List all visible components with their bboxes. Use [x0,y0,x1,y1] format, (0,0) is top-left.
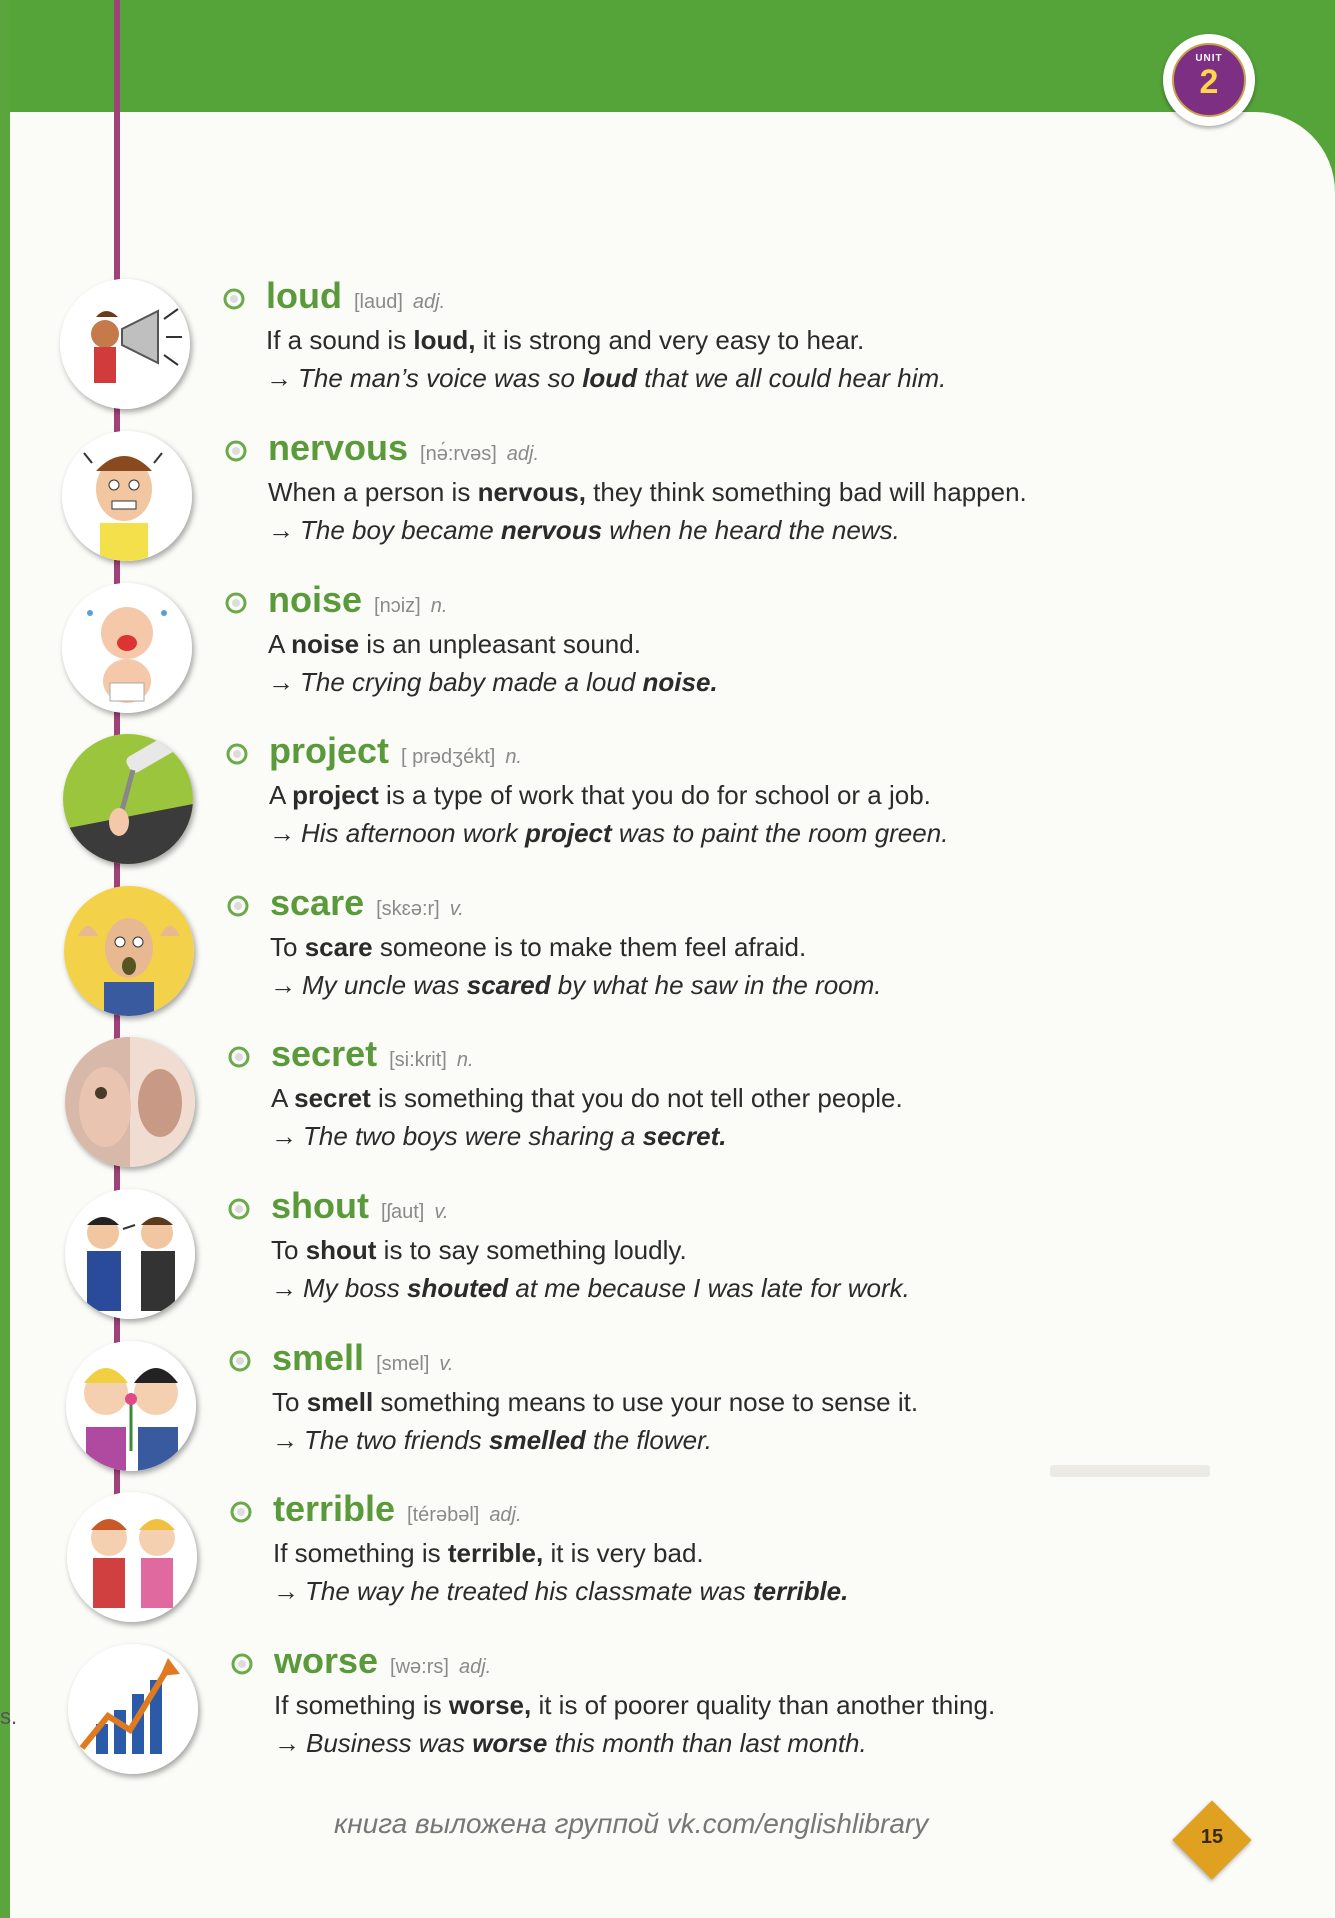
definition-text: is an unpleasant sound. [359,629,641,659]
example-sentence [268,515,900,546]
definition [266,325,864,356]
example-keyword: scared [466,970,551,1000]
definition-keyword: loud, [413,325,476,355]
definition-text: To [272,1387,307,1417]
page-number: 15 [1200,1826,1224,1848]
definition-keyword: noise [291,629,360,659]
audio-bullet-icon[interactable] [224,591,248,615]
definition-keyword: secret [294,1083,371,1113]
vocab-entry-nervous [62,427,1162,577]
vocab-entry-shout [65,1185,1165,1335]
headword: scare [270,882,365,923]
example-text: His afternoon work [301,818,525,848]
example-text: the flower. [585,1425,713,1455]
definition-text: they think something bad will happen. [585,477,1027,507]
audio-bullet-icon[interactable] [227,1197,251,1221]
definition-keyword: worse, [448,1690,532,1720]
example-keyword: nervous [500,515,603,545]
definition-text: is a type of work that you do for school or a job. [378,780,931,810]
arrow-icon: → [266,363,292,393]
headword: worse [274,1640,379,1681]
headword: loud [266,275,342,316]
definition-text: When a person is [268,477,478,507]
megaphone-icon [60,279,190,409]
example-sentence [270,970,882,1001]
definition-text: it is strong and very easy to hear. [475,325,865,355]
pronunciation: [si:krit] [389,1049,447,1071]
audio-bullet-icon[interactable] [227,1045,251,1069]
falling-chart-icon [68,1644,198,1774]
headword: smell [272,1337,365,1378]
definition [272,1387,918,1418]
audio-bullet-icon[interactable] [230,1652,254,1676]
arrow-icon: → [274,1728,300,1758]
paint-roller-icon [63,734,193,864]
example-keyword: secret. [642,1121,727,1151]
example-text: The two friends [304,1425,489,1455]
example-text: by what he saw in the room. [550,970,882,1000]
example-text: The crying baby made a loud [300,667,643,697]
headword-line [266,275,445,317]
pronunciation: [nə́:rvəs] [420,443,497,465]
example-text: My uncle was [302,970,467,1000]
part-of-speech: v. [449,898,464,920]
pronunciation: [nɔiz] [374,595,421,617]
example-keyword: smelled [488,1425,586,1455]
smelling-flower-icon [66,1341,196,1471]
part-of-speech: adj. [506,443,539,465]
left-edge-band [0,0,10,1918]
pronunciation: [ʃaut] [380,1201,425,1223]
audio-bullet-icon[interactable] [229,1500,253,1524]
example-text: Business was [306,1728,473,1758]
definition [271,1235,687,1266]
footer-note: книга выложена группой vk.com/englishlibrary [334,1808,929,1839]
part-of-speech: n. [456,1049,474,1071]
part-of-speech: adj. [412,291,446,313]
headword: shout [271,1185,369,1226]
shouting-boss-icon [65,1189,195,1319]
definition-text: A [269,780,293,810]
definition-text: is something that you do not tell other people. [370,1083,903,1113]
definition-text: is to say something loudly. [376,1235,687,1265]
nervous-boy-icon [62,431,192,561]
example-keyword: terrible. [752,1576,849,1606]
definition [270,932,806,963]
example-keyword: shouted [407,1273,509,1303]
example-text: when he heard the news. [602,515,900,545]
example-text: The man’s voice was so [298,363,583,393]
example-text: The way he treated his classmate was [305,1576,753,1606]
definition-keyword: scare [304,932,373,962]
audio-bullet-icon[interactable] [224,439,248,463]
headword-line [271,1185,448,1227]
vocab-entry-noise [62,579,1162,729]
example-sentence [271,1121,726,1152]
definition-text: something means to use your nose to sense it. [373,1387,919,1417]
example-text: that we all could hear him. [637,363,947,393]
example-sentence [271,1273,910,1304]
example-sentence [268,667,718,698]
example-keyword: worse [472,1728,548,1758]
definition-text: To [270,932,305,962]
headword: nervous [268,427,409,468]
example-keyword: project [524,818,612,848]
definition-text: someone is to make them feel afraid. [372,932,807,962]
audio-bullet-icon[interactable] [226,894,250,918]
headword: terrible [273,1488,396,1529]
headword: project [269,730,390,771]
definition [268,629,641,660]
definition-keyword: project [292,780,379,810]
part-of-speech: v. [434,1201,449,1223]
part-of-speech: adj. [489,1504,522,1526]
vocab-entry-secret [65,1033,1165,1183]
arrow-icon: → [268,515,294,545]
headword-line [268,579,447,621]
unit-badge [1163,34,1255,126]
headword: secret [271,1033,378,1074]
scared-man-icon [64,886,194,1016]
arrow-icon: → [272,1425,298,1455]
unit-number: 2 [1199,63,1219,101]
definition-text: If something is [273,1538,448,1568]
example-text: The two boys were sharing a [303,1121,643,1151]
definition-keyword: terrible, [447,1538,544,1568]
vocab-entry-project [63,730,1163,880]
arrow-icon: → [268,667,294,697]
arrow-icon: → [271,1121,297,1151]
headword-line [268,427,539,469]
definition [271,1083,903,1114]
example-sentence [269,818,948,849]
definition-text: If something is [274,1690,449,1720]
audio-bullet-icon[interactable] [222,287,246,311]
vocab-entry-worse [68,1640,1168,1790]
pronunciation: [skɛə:r] [376,898,440,920]
headword-line [270,882,464,924]
example-keyword: loud [582,363,638,393]
headword: noise [268,579,363,620]
headword-line [271,1033,474,1075]
headword-line [269,730,522,772]
arrow-icon: → [273,1576,299,1606]
example-sentence [272,1425,712,1456]
example-text: at me because I was late for work. [508,1273,910,1303]
audio-bullet-icon[interactable] [225,742,249,766]
vocab-entry-terrible [67,1488,1167,1638]
definition-keyword: nervous, [477,477,586,507]
definition [268,477,1027,508]
headword-line [272,1337,453,1379]
pronunciation: [ prədʒékt] [401,746,496,768]
vocab-entry-scare [64,882,1164,1032]
pronunciation: [térəbəl] [407,1504,480,1526]
headword-line [274,1640,491,1682]
example-keyword: noise. [642,667,718,697]
definition-text: it is very bad. [543,1538,704,1568]
pronunciation: [wə:rs] [390,1656,449,1678]
vocab-entry-smell [66,1337,1166,1487]
arrow-icon: → [269,818,295,848]
part-of-speech: adj. [458,1656,492,1678]
example-text: this month than last month. [547,1728,867,1758]
example-text: was to paint the room green. [611,818,949,848]
arrow-icon: → [270,970,296,1000]
definition-text: A [271,1083,295,1113]
arrow-icon: → [271,1273,297,1303]
unit-badge-inner [1172,43,1246,117]
example-text: My boss [303,1273,408,1303]
edge-mark: s. [0,1704,18,1729]
example-sentence [266,363,946,394]
definition-text: To [271,1235,306,1265]
crying-baby-icon [62,583,192,713]
pronunciation: [smel] [376,1353,430,1375]
whisper-icon [65,1037,195,1167]
definition-text: If a sound is [266,325,414,355]
definition [273,1538,704,1569]
fighting-kids-icon [67,1492,197,1622]
example-sentence [274,1728,867,1759]
pronunciation: [laud] [353,291,403,313]
definition [269,780,931,811]
definition-text: A [268,629,292,659]
part-of-speech: n. [430,595,448,617]
definition [274,1690,995,1721]
part-of-speech: n. [505,746,522,768]
part-of-speech: v. [439,1353,454,1375]
example-sentence [273,1576,848,1607]
headword-line [273,1488,522,1530]
definition-text: it is of poorer quality than another thing. [531,1690,996,1720]
example-text: The boy became [300,515,501,545]
audio-bullet-icon[interactable] [228,1349,252,1373]
definition-keyword: smell [306,1387,374,1417]
unit-label: UNIT [1195,53,1223,64]
definition-keyword: shout [305,1235,377,1265]
vocab-entry-loud [60,275,1160,425]
